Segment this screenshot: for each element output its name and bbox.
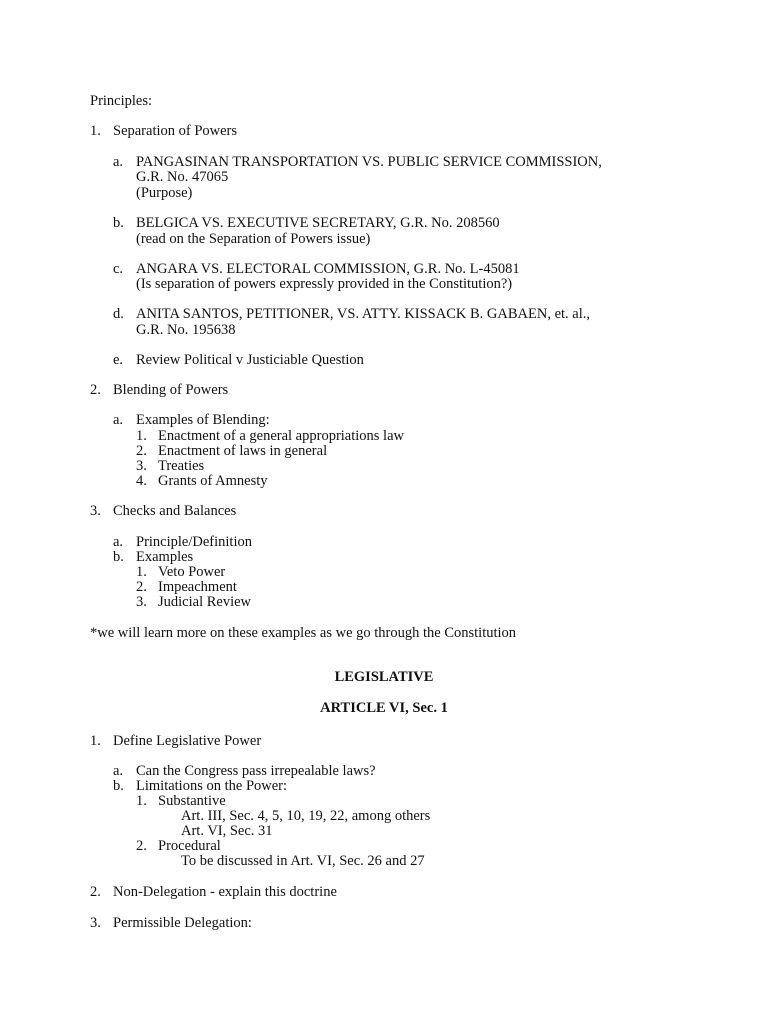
sub-number: 1. — [136, 793, 147, 809]
item-letter: c. — [113, 261, 124, 277]
item-letter: a. — [113, 534, 124, 550]
sub-number: 4. — [136, 473, 147, 489]
sub-item-text: Enactment of laws in general — [158, 443, 328, 459]
footnote: *we will learn more on these examples as we go through the Constitution — [90, 625, 517, 641]
case-citation: ANGARA VS. ELECTORAL COMMISSION, G.R. No. L-45081 — [136, 261, 520, 277]
sub-detail: To be discussed in Art. VI, Sec. 26 and 27 — [181, 853, 425, 869]
sub-item-text: Veto Power — [158, 564, 226, 580]
section-title: Define Legislative Power — [113, 733, 262, 749]
case-gr-number: G.R. No. 47065 — [136, 169, 229, 185]
item-text: Principle/Definition — [136, 534, 252, 550]
sub-item-text: Judicial Review — [158, 594, 252, 610]
case-citation: BELGICA VS. EXECUTIVE SECRETARY, G.R. No. 208560 — [136, 215, 500, 231]
section-title: Non-Delegation - explain this doctrine — [113, 884, 337, 900]
item-text: Examples — [136, 549, 194, 565]
sub-detail: Art. III, Sec. 4, 5, 10, 19, 22, among others — [181, 808, 431, 824]
sub-number: 2. — [136, 838, 147, 854]
case-gr-number: G.R. No. 195638 — [136, 322, 236, 338]
item-letter: b. — [113, 549, 124, 565]
item-letter: a. — [113, 154, 124, 170]
case-note: (Purpose) — [136, 185, 193, 201]
sub-item-text: Procedural — [158, 838, 221, 854]
sub-detail: Art. VI, Sec. 31 — [181, 823, 273, 839]
section-number: 3. — [90, 915, 101, 931]
section-title: Separation of Powers — [113, 123, 238, 139]
item-letter: a. — [113, 763, 124, 779]
section-title: Checks and Balances — [113, 503, 237, 519]
case-note: (read on the Separation of Powers issue) — [136, 231, 371, 247]
heading-article: ARTICLE VI, Sec. 1 — [320, 700, 448, 716]
heading-legislative: LEGISLATIVE — [334, 669, 434, 685]
sub-item-text: Treaties — [158, 458, 205, 474]
sub-item-text: Grants of Amnesty — [158, 473, 268, 489]
sub-item-text: Enactment of a general appropriations law — [158, 428, 404, 444]
case-citation: ANITA SANTOS, PETITIONER, VS. ATTY. KISSACK B. GABAEN, et. al., — [136, 306, 591, 322]
section-number: 2. — [90, 382, 101, 398]
sub-number: 3. — [136, 458, 147, 474]
section-number: 2. — [90, 884, 101, 900]
sub-item-text: Substantive — [158, 793, 226, 809]
item-letter: d. — [113, 306, 124, 322]
section-number: 1. — [90, 123, 101, 139]
sub-number: 1. — [136, 564, 147, 580]
section-title: Blending of Powers — [113, 382, 229, 398]
item-text: Can the Congress pass irrepealable laws? — [136, 763, 376, 779]
item-letter: e. — [113, 352, 124, 368]
sub-item-text: Impeachment — [158, 579, 237, 595]
item-text: Review Political v Justiciable Question — [136, 352, 364, 368]
item-letter: a. — [113, 412, 124, 428]
case-citation: PANGASINAN TRANSPORTATION VS. PUBLIC SERVICE COMMISSION, — [136, 154, 602, 170]
item-letter: b. — [113, 778, 124, 794]
case-note: (Is separation of powers expressly provided in the Constitution?) — [136, 276, 513, 292]
section-number: 1. — [90, 733, 101, 749]
item-text: Examples of Blending: — [136, 412, 270, 428]
item-letter: b. — [113, 215, 124, 231]
item-text: Limitations on the Power: — [136, 778, 288, 794]
principles-heading: Principles: — [90, 93, 153, 109]
sub-number: 2. — [136, 443, 147, 459]
sub-number: 2. — [136, 579, 147, 595]
section-number: 3. — [90, 503, 101, 519]
sub-number: 3. — [136, 594, 147, 610]
sub-number: 1. — [136, 428, 147, 444]
section-title: Permissible Delegation: — [113, 915, 252, 931]
